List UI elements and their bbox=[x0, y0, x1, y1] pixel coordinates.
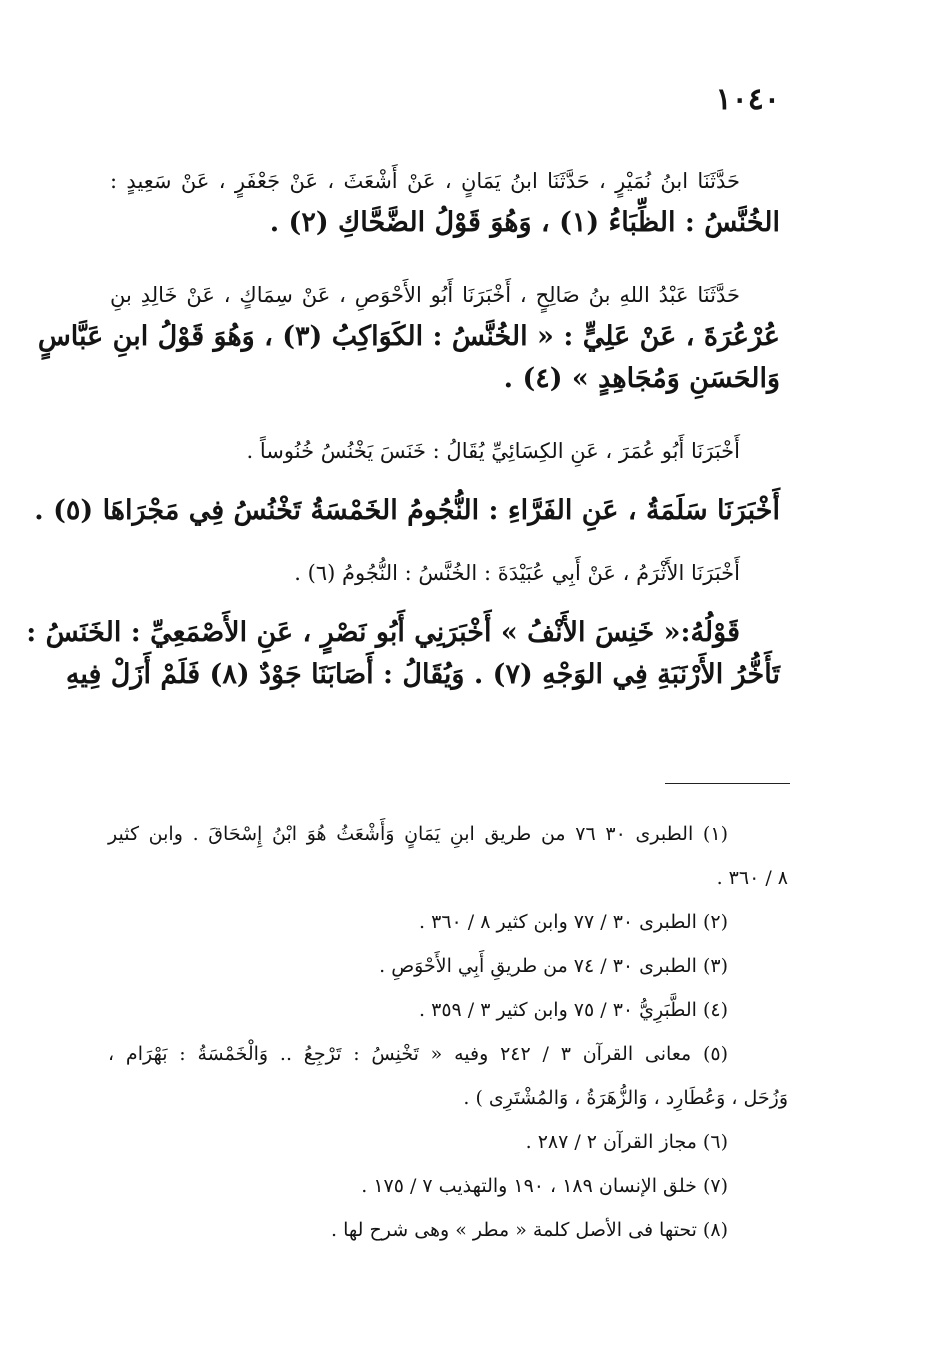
footnote-line: ٨ / ٣٦٠ . bbox=[716, 867, 788, 889]
text-line: تَأَخُّرُ الأَرْنَبَةِ فِي الوَجْهِ (٧) . وَيُقَالُ : أَصَابَنَا جَوْدٌ (٨) فَلَمْ أَزَلْ فِيهِ bbox=[65, 659, 780, 690]
footnote-8 bbox=[108, 1208, 798, 1252]
footnote-line: (٣) الطبرى ٣٠ / ٧٤ من طريقِ أَبِي الأَحْوَصِ . bbox=[379, 955, 728, 977]
footnote-line: (٧) خلق الإنسان ١٨٩ ، ١٩٠ والتهذيب ٧ / ١٧٥ . bbox=[361, 1175, 728, 1197]
paragraph-ali-stars bbox=[37, 274, 780, 400]
text-line: حَدَّثَنَا ابنُ نُمَيْرٍ ، حَدَّثَنَا ابنُ يَمَانٍ ، عَنْ أَشْعَثَ ، عَنْ جَعْفَرٍ ، عَنْ سَعِيدٍ : bbox=[110, 169, 740, 193]
text-line: أَخْبَرَنَا أَبُو عُمَرَ ، عَنِ الكِسَائِيِّ يُقَالُ : خَنَسَ يَخْنُسُ خُنُوساً . bbox=[246, 439, 740, 463]
text-line: الخُنَّسُ : الظِّبَاءُ (١) ، وَهُوَ قَوْلُ الضَّحَّاكِ (٢) . bbox=[269, 207, 780, 238]
paragraph-farra bbox=[34, 490, 780, 532]
paragraph-athram bbox=[110, 552, 780, 594]
paragraph-khanis-al-anf bbox=[26, 612, 780, 696]
footnote-line: (٦) مجاز القرآن ٢ / ٢٨٧ . bbox=[525, 1131, 728, 1153]
footnote-3 bbox=[108, 944, 798, 988]
footnote-2 bbox=[108, 900, 798, 944]
text-line: أَخْبَرَنَا الأَثْرَمُ ، عَنْ أَبِي عُبَيْدَةَ : الخُنَّسُ : النُّجُومُ (٦) . bbox=[294, 561, 740, 585]
footnote-4 bbox=[108, 988, 798, 1032]
footnote-line: وَزُحَل ، وَعُطَارِد ، وَالزُّهَرَةُ ، وَالمُشْتَرِى ) . bbox=[463, 1087, 788, 1109]
text-line: عُرْعُرَةَ ، عَنْ عَلِيٍّ : « الخُنَّسُ : الكَوَاكِبُ (٣) ، وَهُوَ قَوْلُ ابنِ عَبَّاسٍ bbox=[37, 321, 780, 352]
paragraph-kisai bbox=[110, 430, 780, 472]
footnote-5 bbox=[108, 1032, 798, 1120]
footnote-line: (٥) معانى القرآن ٣ / ٢٤٢ وفيه « تَخْنِسُ : تَرْجِعُ .. وَالْخَمْسَةُ : بَهْرَام ، bbox=[108, 1043, 729, 1065]
footnote-line: (٨) تحتها فى الأصل كلمة « مطر » وهى شرح لها . bbox=[331, 1219, 728, 1241]
main-text bbox=[26, 160, 780, 714]
footnote-line: (٢) الطبرى ٣٠ / ٧٧ وابن كثير ٨ / ٣٦٠ . bbox=[419, 911, 728, 933]
footnote-divider bbox=[665, 783, 790, 784]
footnote-1 bbox=[108, 812, 798, 900]
footnotes bbox=[108, 812, 798, 1252]
text-line: وَالحَسَنِ وَمُجَاهِدٍ » (٤) . bbox=[503, 363, 780, 394]
page-number: ١٠٤٠ bbox=[715, 82, 780, 117]
footnote-7 bbox=[108, 1164, 798, 1208]
text-line: حَدَّثَنَا عَبْدُ اللهِ بنُ صَالِحٍ ، أَخْبَرَنَا أَبُو الأَحْوَصِ ، عَنْ سِمَاكٍ ، عَنْ خَالِدِ بنِ bbox=[110, 283, 740, 307]
footnote-6 bbox=[108, 1120, 798, 1164]
paragraph-said-ibn-numayr bbox=[110, 160, 780, 244]
text-line: قَوْلُهُ:« خَنِسَ الأَنْفُ » أَخْبَرَنِي أَبُو نَصْرٍ ، عَنِ الأَصْمَعِيِّ : الخَنَسُ : bbox=[26, 617, 740, 648]
footnote-line: (٤) الطَّبَرِيُّ ٣٠ / ٧٥ وابن كثير ٣ / ٣٥٩ . bbox=[419, 999, 728, 1021]
text-line: أَخْبَرَنَا سَلَمَةُ ، عَنِ الفَرَّاءِ : النُّجُومُ الخَمْسَةُ تَخْنُسُ فِي مَجْرَاهَا (٥) . bbox=[34, 495, 780, 526]
footnote-line: (١) الطبرى ٣٠ ٧٦ من طريق ابنِ يَمَانٍ وَأَشْعَثُ هُوَ ابْنُ إِسْحَاقَ . وابن كثير bbox=[108, 823, 728, 845]
